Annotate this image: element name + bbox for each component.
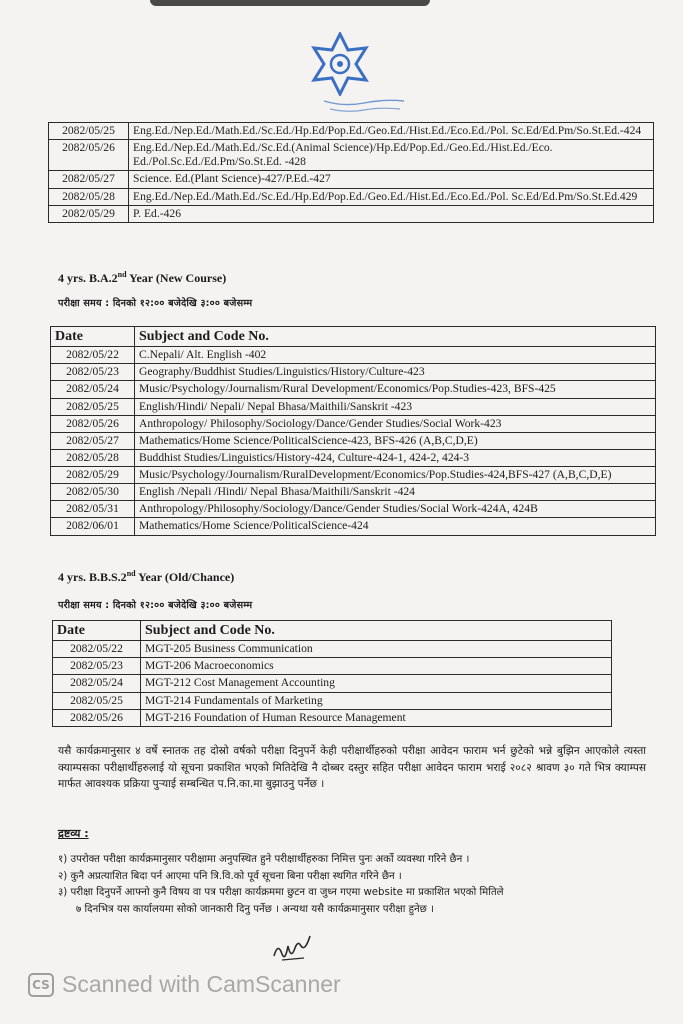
exam-date: 2082/05/29 [51, 467, 135, 484]
table-row [49, 123, 654, 140]
exam-date: 2082/05/22 [53, 641, 141, 658]
column-header-date: Date [51, 327, 135, 347]
exam-subjects: C.Nepali/ Alt. English -402 [135, 347, 656, 364]
table-row [49, 188, 654, 205]
exam-subjects: P. Ed.-426 [129, 205, 654, 222]
exam-subjects: Eng.Ed./Nep.Ed./Math.Ed./Sc.Ed./Hp.Ed/Pop.Ed./Geo.Ed./Hist.Ed./Eco.Ed./Pol. Sc.Ed/Ed.Pm/So.St.Ed.429 [129, 188, 654, 205]
column-header-date: Date [53, 621, 141, 641]
table-row [51, 347, 656, 364]
ba-title-suffix: Year (New Course) [126, 271, 227, 285]
table-row [51, 518, 656, 535]
exam-subjects: Anthropology/ Philosophy/Sociology/Dance/Gender Studies/Social Work-423 [135, 415, 656, 432]
exam-date: 2082/05/27 [51, 432, 135, 449]
table-row [49, 171, 654, 188]
bbs-schedule-table [52, 620, 612, 727]
bbs-section-title [58, 569, 234, 585]
table-row [51, 501, 656, 518]
exam-date: 2082/05/26 [49, 140, 129, 171]
table-row [53, 658, 612, 675]
ba-title-sup: nd [117, 270, 127, 279]
scanner-watermark-text: Scanned with CamScanner [62, 971, 341, 997]
exam-subjects: Mathematics/Home Science/PoliticalScience-423, BFS-426 (A,B,C,D,E) [135, 432, 656, 449]
ba-section-title [58, 270, 226, 286]
exam-subjects: MGT-205 Business Communication [141, 641, 612, 658]
ba-schedule-table [50, 326, 656, 536]
exam-date: 2082/05/22 [51, 347, 135, 364]
exam-date: 2082/05/27 [49, 171, 129, 188]
exam-subjects: Eng.Ed./Nep.Ed./Math.Ed./Sc.Ed.(Animal Science)/Hp.Ed/Pop.Ed./Geo.Ed./Hist.Ed./Eco. Ed./Pol.Sc.Ed./Ed.Pm/So.St.Ed. -428 [129, 140, 654, 171]
table-header-row [51, 327, 656, 347]
table-row [53, 675, 612, 692]
table-row [51, 484, 656, 501]
exam-subjects: Anthropology/Philosophy/Sociology/Dance/Gender Studies/Social Work-424A, 424B [135, 501, 656, 518]
exam-date: 2082/05/26 [53, 709, 141, 726]
handwritten-signature [270, 934, 320, 968]
exam-date: 2082/05/24 [51, 381, 135, 398]
exam-subjects: Geography/Buddhist Studies/Linguistics/History/Culture-423 [135, 364, 656, 381]
continued-schedule-table [48, 122, 654, 223]
note-item: २) कुनै अप्रत्याशित बिदा पर्न आएमा पनि त्रि.वि.को पूर्व सूचना बिना परीक्षा स्थगित गरिने छैन । [58, 870, 402, 882]
table-row [51, 467, 656, 484]
table-row [51, 364, 656, 381]
table-row [53, 692, 612, 709]
note-item: १) उपरोक्त परीक्षा कार्यक्रमानुसार परीक्षामा अनुपस्थित हुने परीक्षार्थीहरुका निमित्त पुनः अर्को व्यवस्था गरिने छैन । [58, 854, 470, 865]
table-row [51, 398, 656, 415]
exam-date: 2082/05/28 [51, 449, 135, 466]
exam-subjects: Music/Psychology/Journalism/Rural Development/Economics/Pop.Studies-423, BFS-425 [135, 381, 656, 398]
exam-subjects: MGT-212 Cost Management Accounting [141, 675, 612, 692]
exam-date: 2082/05/28 [49, 188, 129, 205]
university-seal-icon [304, 32, 376, 96]
note-item-continuation: ७ दिनभित्र यस कार्यालयमा सोको जानकारी दिनु पर्नेछ । अन्यथा यसै कार्यक्रमानुसार परीक्षा हुनेछ । [76, 904, 434, 916]
exam-subjects: MGT-206 Macroeconomics [141, 658, 612, 675]
bbs-exam-time: परीक्षा समय : दिनको १२:०० बजेदेखि ३:०० बजेसम्म [58, 600, 253, 611]
exam-date: 2082/05/29 [49, 205, 129, 222]
note-item: ३) परीक्षा दिनुपर्ने आफ्नो कुनै विषय वा पत्र परीक्षा कार्यक्रममा छुटन वा जुध्न गएमा website मा प्रकाशित भएको मितिले [58, 887, 504, 899]
column-header-subject: Subject and Code No. [141, 621, 612, 641]
exam-date: 2082/05/30 [51, 484, 135, 501]
column-header-subject: Subject and Code No. [135, 327, 656, 347]
table-row [51, 381, 656, 398]
exam-subjects: English /Nepali /Hindi/ Nepal Bhasa/Maithili/Sanskrit -424 [135, 484, 656, 501]
bbs-title-prefix: 4 yrs. B.B.S.2 [58, 570, 127, 584]
table-row [49, 205, 654, 222]
table-row [51, 432, 656, 449]
exam-date: 2082/05/23 [53, 658, 141, 675]
exam-subjects: Science. Ed.(Plant Science)-427/P.Ed.-427 [129, 171, 654, 188]
exam-date: 2082/05/24 [53, 675, 141, 692]
exam-date: 2082/05/25 [53, 692, 141, 709]
exam-subjects: Eng.Ed./Nep.Ed./Math.Ed./Sc.Ed./Hp.Ed/Pop.Ed./Geo.Ed./Hist.Ed./Eco.Ed./Pol. Sc.Ed/Ed.Pm/So.St.Ed.-424 [129, 123, 654, 140]
seal-stamp-lettering [322, 95, 406, 119]
exam-date: 2082/05/31 [51, 501, 135, 518]
scanner-watermark [28, 971, 341, 998]
exam-date: 2082/06/01 [51, 518, 135, 535]
notice-paragraph: यसै कार्यक्रमानुसार ४ वर्षे स्नातक तह दोस्रो वर्षको परीक्षा दिनुपर्ने केही परीक्षार्थीहरुको परीक्षा आवेदन फाराम भर्न छुटेको भन्ने बुझिन आएकोले त्यस्ता क्याम्पसका परीक्षार्थीहरुलाई यो सूचना प्रकाशित भएको मितिदेखि नै दोब्बर दस्तुर सहित परीक्षा आवेदन फाराम भराई २०८२ श्रावण ३० गते भित्र क्याम्पस मार्फत आवश्यक प्रक्रिया पुऱ्याई सम्बन्धित प.नि.का.मा बुझाउनु पर्नेछ । [58, 745, 646, 791]
table-row [53, 709, 612, 726]
camscanner-logo-icon: CS [28, 973, 54, 997]
exam-date: 2082/05/23 [51, 364, 135, 381]
table-row [51, 449, 656, 466]
scan-edge-shadow [150, 0, 430, 6]
exam-subjects: MGT-216 Foundation of Human Resource Management [141, 709, 612, 726]
notes-heading: द्रष्टव्य : [58, 827, 89, 840]
exam-date: 2082/05/25 [49, 123, 129, 140]
table-header-row [53, 621, 612, 641]
exam-subjects: Mathematics/Home Science/PoliticalScience-424 [135, 518, 656, 535]
exam-subjects: Music/Psychology/Journalism/RuralDevelopment/Economics/Pop.Studies-424,BFS-427 (A,B,C,D,E) [135, 467, 656, 484]
notes-list [58, 852, 648, 919]
exam-subjects: English/Hindi/ Nepali/ Nepal Bhasa/Maithili/Sanskrit -423 [135, 398, 656, 415]
bbs-title-sup: nd [126, 569, 136, 578]
bbs-title-suffix: Year (Old/Chance) [135, 570, 235, 584]
exam-date: 2082/05/25 [51, 398, 135, 415]
exam-subjects: MGT-214 Fundamentals of Marketing [141, 692, 612, 709]
table-row [51, 415, 656, 432]
exam-date: 2082/05/26 [51, 415, 135, 432]
ba-exam-time: परीक्षा समय : दिनको १२:०० बजेदेखि ३:०० बजेसम्म [58, 298, 253, 309]
ba-title-prefix: 4 yrs. B.A.2 [58, 271, 118, 285]
table-row [49, 140, 654, 171]
exam-subjects: Buddhist Studies/Linguistics/History-424, Culture-424-1, 424-2, 424-3 [135, 449, 656, 466]
table-row [53, 641, 612, 658]
